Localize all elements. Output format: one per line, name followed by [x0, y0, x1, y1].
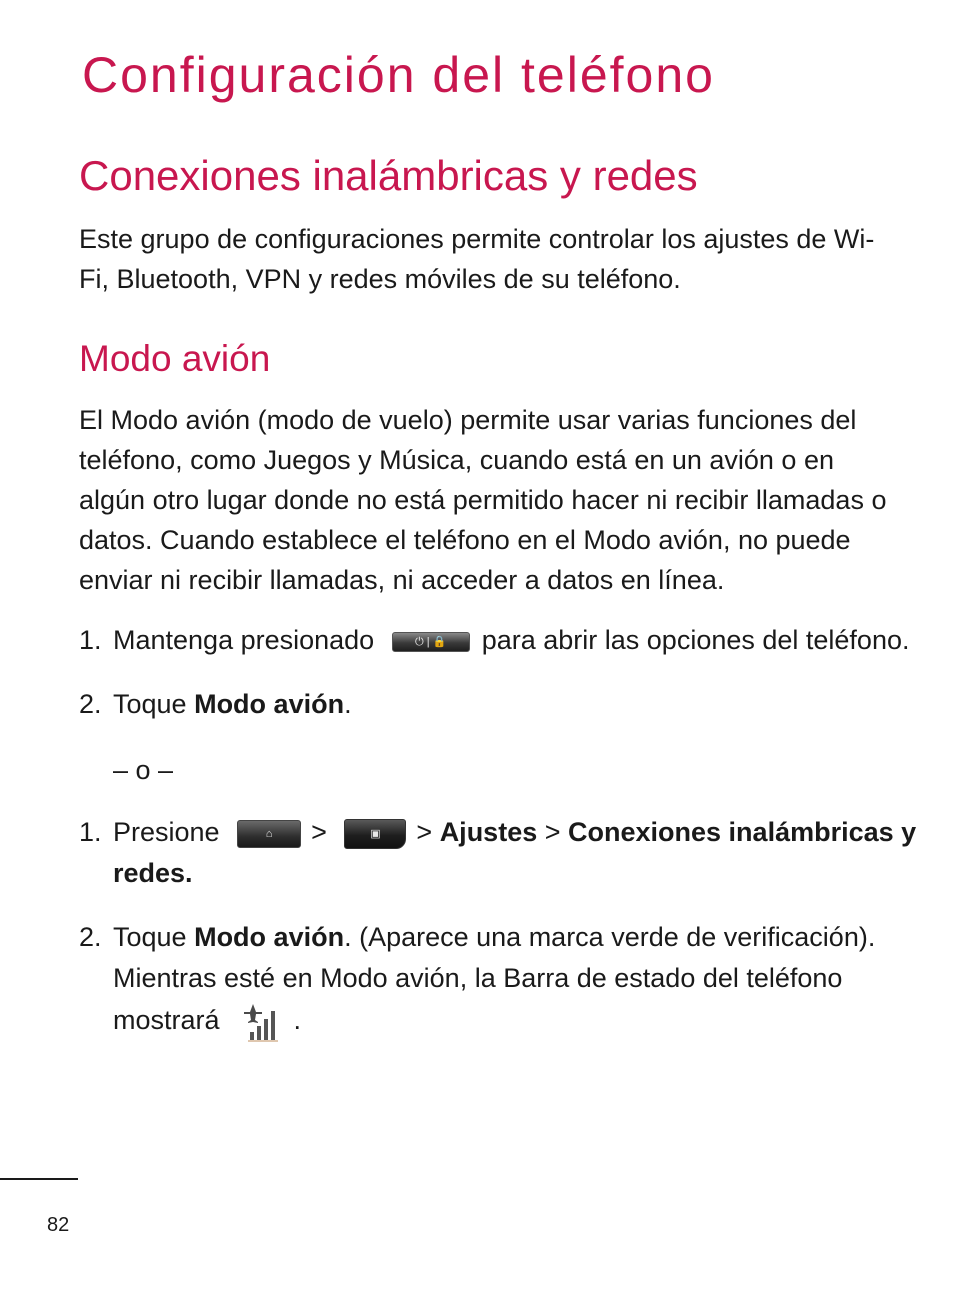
- airplane-mode-status-icon: [242, 1002, 280, 1042]
- separator: >: [311, 817, 327, 847]
- section-title: Conexiones inalámbricas y redes: [79, 152, 698, 199]
- method2-step2-line2: Mientras esté en Modo avión, la Barra de estado del teléfono: [113, 963, 843, 993]
- step-bold: Conexiones inalámbricas y: [568, 817, 917, 847]
- step-text: Toque: [113, 922, 195, 952]
- step-text: mostrará: [113, 1005, 220, 1035]
- method2-step1-cont: [113, 853, 193, 893]
- step-bold: redes.: [113, 858, 193, 888]
- method1-step2: [79, 684, 352, 724]
- method1-step1: [79, 620, 910, 660]
- step-bold: Modo avión: [194, 922, 345, 952]
- airplane-description: El Modo avión (modo de vuelo) permite usar varias funciones del teléfono, como Juegos y Música, cuando está en un avión o en algún otro lugar donde no está permitido hacer ni recibir llamadas o datos. Cuando establece el teléfono en el Modo avión, no puede enviar ni recibir llamadas, ni acceder a datos en línea.: [79, 405, 887, 595]
- separator: >: [416, 817, 433, 847]
- step-text: Toque: [113, 689, 195, 719]
- step-text: .: [344, 689, 352, 719]
- step-text: para abrir las opciones del teléfono.: [481, 625, 910, 655]
- step-text: Mantenga presionado: [113, 625, 375, 655]
- step-number: 1.: [79, 625, 102, 655]
- method2-step2-line3: [113, 1000, 301, 1042]
- step-number: 2.: [79, 922, 102, 952]
- footer-divider: [0, 1178, 78, 1180]
- step-text: Presione: [113, 817, 220, 847]
- section-intro: Este grupo de configuraciones permite controlar los ajustes de Wi-Fi, Bluetooth, VPN y redes móviles de su teléfono.: [79, 224, 875, 294]
- subsection-title: Modo avión: [79, 338, 271, 379]
- home-key-icon: ⌂: [237, 820, 301, 848]
- page-number: 82: [47, 1214, 70, 1236]
- step-text: .: [293, 1005, 302, 1035]
- step-text: . (Aparece una marca verde de verificación).: [344, 922, 876, 952]
- method2-step1: [79, 812, 916, 852]
- step-bold: Modo avión: [194, 689, 345, 719]
- power-lock-key-icon: ⏻ | 🔒: [392, 632, 470, 652]
- method2-step2: [79, 917, 875, 957]
- menu-key-icon: ▣: [344, 819, 406, 849]
- step-bold: Ajustes: [439, 817, 538, 847]
- step-number: 1.: [79, 817, 102, 847]
- or-separator: – o –: [113, 755, 174, 785]
- step-number: 2.: [79, 689, 102, 719]
- page-title: Configuración del teléfono: [82, 47, 715, 103]
- separator: >: [537, 817, 569, 847]
